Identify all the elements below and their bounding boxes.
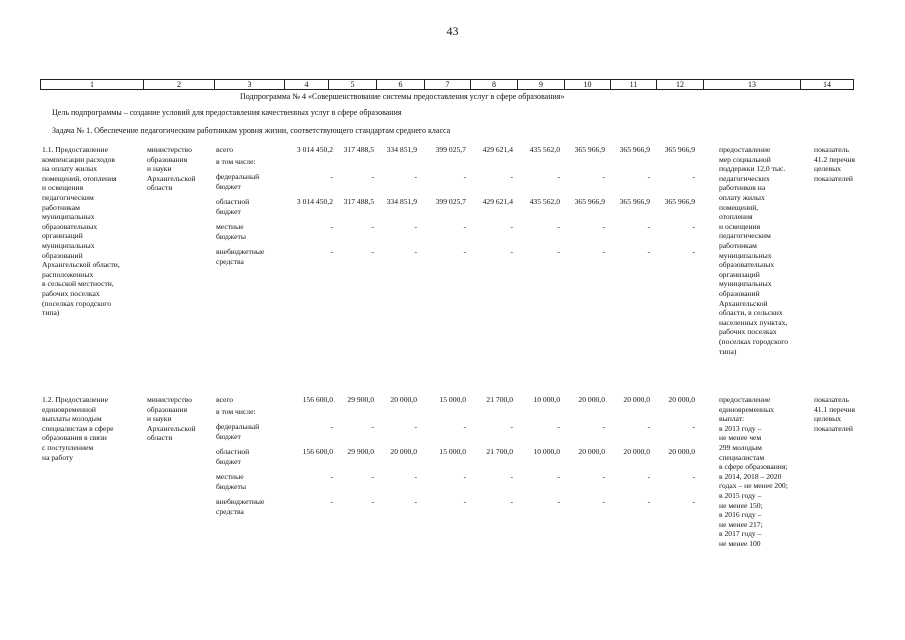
subprogram-title: Подпрограмма № 4 «Совершенствование системы предоставления услуг в сфере образования» (240, 92, 565, 101)
measure-name: помещений, отопления (42, 173, 117, 183)
measure-name: 1.1. Предоставление (42, 145, 108, 154)
measure-result: не менее 100 (719, 539, 761, 548)
measure-executor: образования (147, 154, 188, 164)
funding-value: - (463, 422, 466, 431)
funding-value: - (330, 172, 333, 181)
funding-value: - (371, 247, 374, 256)
funding-value: - (510, 497, 513, 506)
funding-value: - (692, 172, 695, 181)
funding-value: 3 014 450,2 (296, 197, 333, 206)
measure-result: в 2013 году – (719, 423, 762, 433)
column-number-12: 12 (657, 80, 704, 90)
task-title: Задача № 1. Обеспечение педагогическим работникам уровня жизни, соответствующего стандартам среднего класса (52, 126, 451, 135)
funding-value: 20 000,0 (578, 447, 605, 456)
funding-value: 365 966,9 (664, 197, 695, 206)
funding-value: - (330, 497, 333, 506)
funding-value: 156 600,0 (302, 447, 333, 456)
funding-source-label: областной (216, 197, 250, 206)
funding-value: 399 025,7 (435, 145, 466, 154)
funding-value: - (330, 472, 333, 481)
column-number-4: 4 (285, 80, 329, 90)
measure-indicator: целевых (814, 164, 842, 174)
funding-value: - (463, 472, 466, 481)
funding-value: - (557, 472, 560, 481)
measure-result: выплат: (719, 414, 745, 424)
measure-result: специалистам (719, 452, 765, 462)
funding-source-label: местные (216, 222, 244, 231)
funding-source-label: местные (216, 472, 244, 481)
funding-value: - (463, 172, 466, 181)
measure-indicator: показатель (814, 145, 849, 154)
measure-result: типа) (719, 346, 737, 356)
funding-value: - (510, 247, 513, 256)
funding-value: - (647, 472, 650, 481)
measure-executor: министерство (147, 145, 192, 154)
funding-value: 435 562,0 (529, 197, 560, 206)
measure-result: в сфере образования; (719, 462, 788, 472)
funding-value: 317 488,5 (343, 197, 374, 206)
funding-value: - (371, 422, 374, 431)
measure-result: не менее 217; (719, 519, 763, 529)
funding-value: - (414, 222, 417, 231)
measure-name: расположенных (42, 269, 94, 279)
measure-result: не менее 150; (719, 500, 763, 510)
measure-result: не менее чем (719, 433, 762, 443)
measure-indicator: 41.2 перечня (814, 154, 855, 164)
funding-value: - (510, 472, 513, 481)
funding-value: 15 000,0 (439, 447, 466, 456)
funding-value: - (371, 222, 374, 231)
funding-source-label: всего (216, 395, 234, 404)
funding-value: 20 000,0 (668, 395, 695, 404)
measure-name: специалистам в сфере (42, 423, 114, 433)
column-number-3: 3 (215, 80, 285, 90)
measure-indicator: 41.1 перечня (814, 404, 855, 414)
column-number-8: 8 (471, 80, 518, 90)
measure-result: в 2017 году – (719, 529, 762, 539)
funding-value: 20 000,0 (390, 395, 417, 404)
funding-value: 20 000,0 (578, 395, 605, 404)
measure-name: муниципальных (42, 241, 95, 250)
measure-indicator: показателей (814, 173, 853, 183)
funding-value: 29 900,0 (347, 395, 374, 404)
funding-value: 15 000,0 (439, 395, 466, 404)
measure-result: предоставление (719, 145, 771, 154)
funding-value: 334 851,9 (386, 197, 417, 206)
funding-value: - (463, 222, 466, 231)
funding-source-label: всего (216, 145, 234, 154)
measure-name: единовременной (42, 404, 96, 414)
funding-value: 10 000,0 (533, 447, 560, 456)
funding-value: - (414, 172, 417, 181)
measure-name: на работу (42, 452, 74, 462)
column-number-7: 7 (425, 80, 471, 90)
measure-executor: Архангельской (147, 173, 196, 183)
funding-value: - (510, 222, 513, 231)
column-number-9: 9 (518, 80, 565, 90)
funding-value: - (602, 472, 605, 481)
funding-source-label: в том числе: (216, 407, 256, 416)
funding-source-label: средства (216, 256, 244, 266)
measure-name: в сельской местности, (42, 279, 114, 289)
measure-name: образований (42, 250, 83, 260)
column-number-1: 1 (41, 80, 144, 90)
column-number-14: 14 (801, 80, 854, 90)
measure-result: муниципальных (719, 279, 772, 289)
column-number-5: 5 (329, 80, 377, 90)
funding-value: - (330, 422, 333, 431)
funding-value: 20 000,0 (623, 395, 650, 404)
measure-name: и освещения (42, 183, 84, 193)
measure-result: организаций (719, 269, 760, 279)
column-number-11: 11 (611, 80, 657, 90)
measure-executor: Архангельской (147, 423, 196, 433)
funding-value: - (463, 497, 466, 506)
funding-value: - (330, 222, 333, 231)
measure-name: с поступлением (42, 443, 94, 452)
funding-source-label: бюджет (216, 181, 241, 191)
funding-value: 435 562,0 (529, 145, 560, 154)
measure-executor: области (147, 183, 173, 193)
funding-value: - (692, 422, 695, 431)
funding-source-label: средства (216, 506, 244, 516)
funding-source-label: в том числе: (216, 157, 256, 166)
funding-source-label: бюджет (216, 431, 241, 441)
measure-result: (поселках городского (719, 337, 788, 346)
measure-result: мер социальной (719, 154, 771, 164)
measure-result: муниципальных (719, 250, 772, 260)
funding-value: 3 014 450,2 (296, 145, 333, 154)
measure-name: образовательных (42, 221, 98, 231)
funding-value: - (414, 497, 417, 506)
measure-result: поддержки 12,0 тыс. (719, 164, 786, 174)
measure-result: образовательных (719, 260, 775, 270)
funding-value: 365 966,9 (619, 145, 650, 154)
funding-value: - (602, 247, 605, 256)
funding-source-label: федеральный (216, 422, 260, 431)
measure-name: муниципальных (42, 212, 95, 222)
measure-indicator: целевых (814, 414, 842, 424)
funding-value: 21 700,0 (486, 395, 513, 404)
funding-value: - (692, 247, 695, 256)
measure-result: педагогических (719, 173, 770, 183)
column-number-13: 13 (704, 80, 801, 90)
measure-executor: и науки (147, 164, 172, 174)
measure-result: и освещения (719, 221, 761, 231)
measure-result: в 2014, 2018 – 2020 (719, 471, 782, 481)
funding-value: - (647, 497, 650, 506)
measure-name: типа) (42, 308, 60, 318)
funding-source-label: бюджет (216, 456, 241, 466)
funding-value: 429 621,4 (482, 197, 513, 206)
measure-executor: министерство (147, 395, 192, 404)
measure-result: 299 молодым (719, 443, 762, 452)
measure-result: помещений, (719, 202, 759, 212)
measure-executor: области (147, 433, 173, 443)
measure-result: в 2015 году – (719, 491, 762, 500)
measure-name: организаций (42, 231, 83, 241)
column-number-2: 2 (144, 80, 215, 90)
funding-value: - (647, 172, 650, 181)
measure-name: работникам (42, 202, 80, 212)
funding-value: - (647, 422, 650, 431)
funding-value: - (371, 472, 374, 481)
funding-value: - (557, 247, 560, 256)
funding-source-label: федеральный (216, 172, 260, 181)
funding-source-label: бюджеты (216, 231, 246, 241)
page-number: 43 (446, 24, 459, 38)
funding-value: 20 000,0 (623, 447, 650, 456)
funding-source-label: внебюджетные (216, 247, 265, 256)
funding-value: - (647, 222, 650, 231)
funding-value: - (692, 472, 695, 481)
funding-source-label: бюджеты (216, 481, 246, 491)
funding-value: 365 966,9 (619, 197, 650, 206)
measure-result: оплату жилых (719, 193, 765, 202)
funding-value: 20 000,0 (390, 447, 417, 456)
measure-name: на оплату жилых (42, 164, 98, 174)
measure-executor: образования (147, 404, 188, 414)
column-number-header (40, 79, 854, 90)
measure-indicator: показателей (814, 423, 853, 433)
measure-indicator: показатель (814, 395, 849, 404)
funding-value: 29 900,0 (347, 447, 374, 456)
measure-result: педагогическим (719, 231, 771, 241)
funding-value: 334 851,9 (386, 145, 417, 154)
funding-value: - (510, 172, 513, 181)
column-number-10: 10 (565, 80, 611, 90)
measure-name: рабочих поселках (42, 289, 100, 298)
funding-value: - (414, 422, 417, 431)
measure-result: отопления (719, 212, 753, 222)
funding-value: 156 600,0 (302, 395, 333, 404)
measure-result: Архангельской (719, 298, 768, 308)
funding-value: - (602, 172, 605, 181)
measure-result: в 2016 году – (719, 510, 762, 520)
measure-name: компенсации расходов (42, 154, 115, 164)
funding-value: 365 966,9 (664, 145, 695, 154)
measure-name: педагогическим (42, 193, 94, 202)
funding-source-label: бюджет (216, 206, 241, 216)
funding-value: 20 000,0 (668, 447, 695, 456)
funding-value: - (602, 497, 605, 506)
funding-value: - (557, 222, 560, 231)
funding-value: 365 966,9 (574, 145, 605, 154)
funding-value: 429 621,4 (482, 145, 513, 154)
measure-result: годах – не менее 200; (719, 481, 788, 491)
funding-source-label: внебюджетные (216, 497, 265, 506)
measure-name: 1.2. Предоставление (42, 395, 108, 404)
measure-name: (поселках городского (42, 298, 111, 308)
column-number-6: 6 (377, 80, 425, 90)
funding-value: - (510, 422, 513, 431)
measure-result: рабочих поселках (719, 327, 777, 337)
funding-value: - (647, 247, 650, 256)
measure-name: выплаты молодым (42, 414, 102, 424)
measure-result: области, в сельских (719, 308, 783, 318)
measure-result: образований (719, 289, 760, 298)
measure-result: предоставление (719, 395, 771, 404)
funding-value: - (557, 172, 560, 181)
measure-result: населенных пунктах, (719, 317, 788, 327)
funding-value: - (414, 247, 417, 256)
funding-source-label: областной (216, 447, 250, 456)
measure-result: работникам (719, 241, 757, 250)
subprogram-goal: Цель подпрограммы – создание условий для предоставления качественных услуг в сфере образования (52, 108, 402, 117)
measure-name: Архангельской области, (42, 260, 120, 270)
funding-value: 365 966,9 (574, 197, 605, 206)
funding-value: - (557, 422, 560, 431)
measure-executor: и науки (147, 414, 172, 424)
funding-value: - (602, 222, 605, 231)
measure-result: работников на (719, 183, 766, 193)
funding-value: - (557, 497, 560, 506)
funding-value: 317 488,5 (343, 145, 374, 154)
funding-value: - (692, 222, 695, 231)
measure-name: образования в связи (42, 433, 107, 443)
funding-value: - (371, 172, 374, 181)
funding-value: - (371, 497, 374, 506)
funding-value: 21 700,0 (486, 447, 513, 456)
funding-value: - (692, 497, 695, 506)
measure-result: единовременных (719, 404, 775, 414)
funding-value: - (463, 247, 466, 256)
funding-value: - (602, 422, 605, 431)
funding-value: - (414, 472, 417, 481)
funding-value: 399 025,7 (435, 197, 466, 206)
funding-value: 10 000,0 (533, 395, 560, 404)
funding-value: - (330, 247, 333, 256)
